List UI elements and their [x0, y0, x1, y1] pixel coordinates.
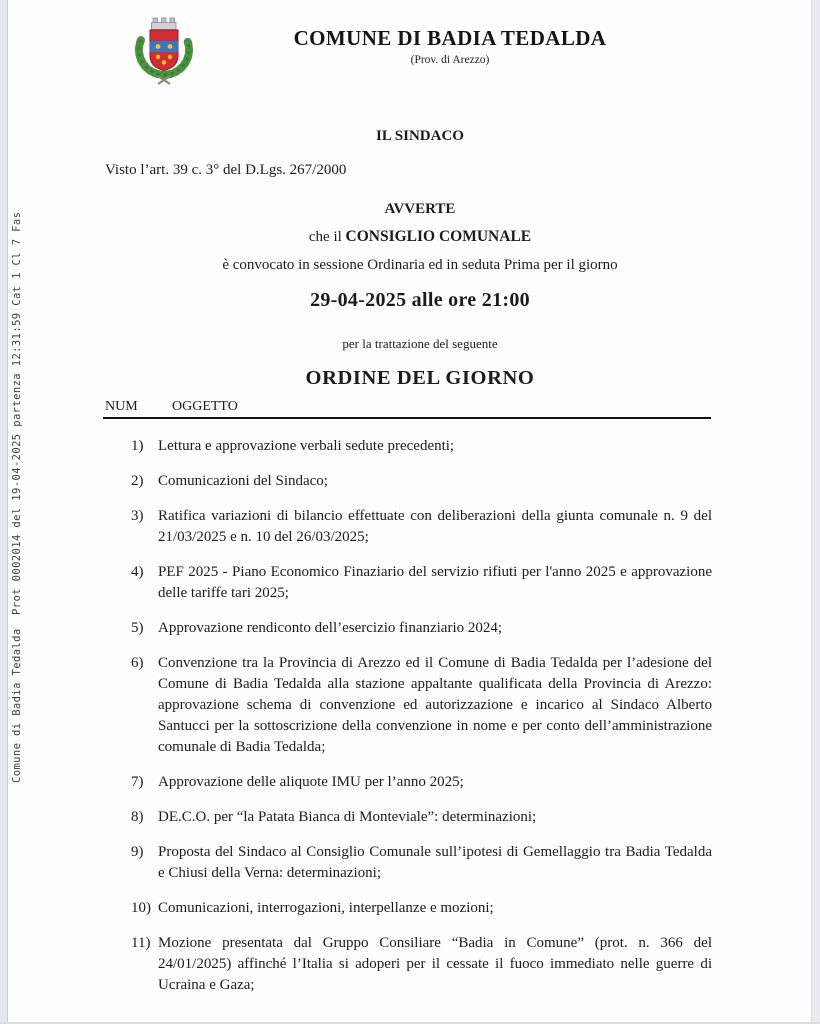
document-header [28, 0, 812, 104]
agenda-item-text: PEF 2025 - Piano Economico Finaziario del servizio rifiuti per l'anno 2025 e approvazione delle tariffe tari 2025; [158, 564, 712, 601]
agenda-item [131, 436, 712, 457]
agenda-item-text: Approvazione delle aliquote IMU per l’anno 2025; [158, 774, 464, 790]
agenda-item-number: 2) [131, 473, 144, 489]
agenda-item-text: Lettura e approvazione verbali sedute precedenti; [158, 438, 455, 454]
agenda-list [131, 436, 712, 996]
agenda-item-number: 10) [131, 900, 151, 916]
agenda-item-text: Mozione presentata dal Gruppo Consiliare “Badia in Comune” (prot. n. 366 del 24/01/2025) affinché l’Italia si adoperi per il cessate il fuoco immediato nelle guerre di Ucraina e Gaza; [158, 935, 712, 993]
discussion-line: per la trattazione del seguente [342, 336, 498, 351]
commune-title: COMUNE DI BADIA TEDALDA [293, 26, 607, 50]
header-title-block [88, 26, 812, 66]
scan-right-edge [811, 0, 820, 1024]
agenda-item-text: Comunicazioni, interrogazioni, interpellanze e mozioni; [158, 900, 494, 916]
agenda-item-number: 8) [131, 809, 144, 825]
agenda-item [131, 933, 712, 996]
agenda-item [131, 562, 712, 604]
convocation-line: è convocato in sessione Ordinaria ed in seduta Prima per il giorno [222, 257, 618, 273]
agenda-item [131, 653, 712, 758]
province-subtitle: (Prov. di Arezzo) [410, 54, 490, 66]
agenda-item [131, 842, 712, 884]
agenda-item [131, 898, 712, 919]
agenda-item [131, 618, 712, 639]
agenda-item [131, 506, 712, 548]
agenda-item-number: 4) [131, 564, 144, 580]
table-header-row [28, 399, 812, 415]
column-header-subject: OGGETTO [172, 399, 238, 414]
agenda-item-number: 11) [131, 935, 151, 951]
meeting-datetime: 29-04-2025 alle ore 21:00 [310, 289, 530, 311]
agenda-item-text: Convenzione tra la Provincia di Arezzo ed il Comune di Badia Tedalda per l’adesione del Comune di Badia Tedalda alla stazione appaltante qualificata della Provincia di Arezzo: approvazione schema di convenzione ed autorizzazione e incarico al Sindaco Alberto Santucci per la sottoscrizione della convenzione in nome e per conto dell’amministrazione comunale di Badia Tedalda; [158, 655, 712, 755]
scan-left-edge [0, 0, 8, 1024]
mayor-heading: IL SINDACO [376, 128, 464, 144]
header-rule [103, 417, 711, 419]
column-header-num: NUM [105, 399, 138, 414]
agenda-item-number: 9) [131, 844, 144, 860]
agenda-item-text: Approvazione rendiconto dell’esercizio finanziario 2024; [158, 620, 503, 636]
announce-heading: AVVERTE [384, 201, 456, 217]
agenda-item [131, 807, 712, 828]
legal-premise: Visto l’art. 39 c. 3° del D.Lgs. 267/2000 [105, 162, 347, 178]
agenda-item-number: 7) [131, 774, 144, 790]
council-name: CONSIGLIO COMUNALE [345, 228, 532, 245]
agenda-item-number: 5) [131, 620, 144, 636]
document-body [28, 0, 812, 1010]
agenda-item-text: Proposta del Sindaco al Consiglio Comunale sull’ipotesi di Gemellaggio tra Badia Tedalda e Chiusi della Verna: determinazioni; [158, 844, 712, 881]
agenda-item-text: Comunicazioni del Sindaco; [158, 473, 328, 489]
agenda-item [131, 471, 712, 492]
agenda-item-number: 6) [131, 655, 144, 671]
council-line-prefix: che il [308, 229, 346, 245]
agenda-item-number: 3) [131, 508, 144, 524]
protocol-stamp-vertical-text: Comune di Badia Tedalda Prot 0002014 del 19-04-2025 partenza 12:31:59 Cat 1 Cl 7 Fas [11, 211, 23, 783]
agenda-item-number: 1) [131, 438, 144, 454]
agenda-item-text: DE.C.O. per “la Patata Bianca di Monteviale”: determinazioni; [158, 809, 537, 825]
agenda-item-text: Ratifica variazioni di bilancio effettuate con deliberazioni della giunta comunale n. 9 del 21/03/2025 e n. 10 del 26/03/2025; [158, 508, 712, 545]
council-line [28, 228, 812, 246]
agenda-heading: ORDINE DEL GIORNO [305, 367, 535, 389]
agenda-item [131, 772, 712, 793]
